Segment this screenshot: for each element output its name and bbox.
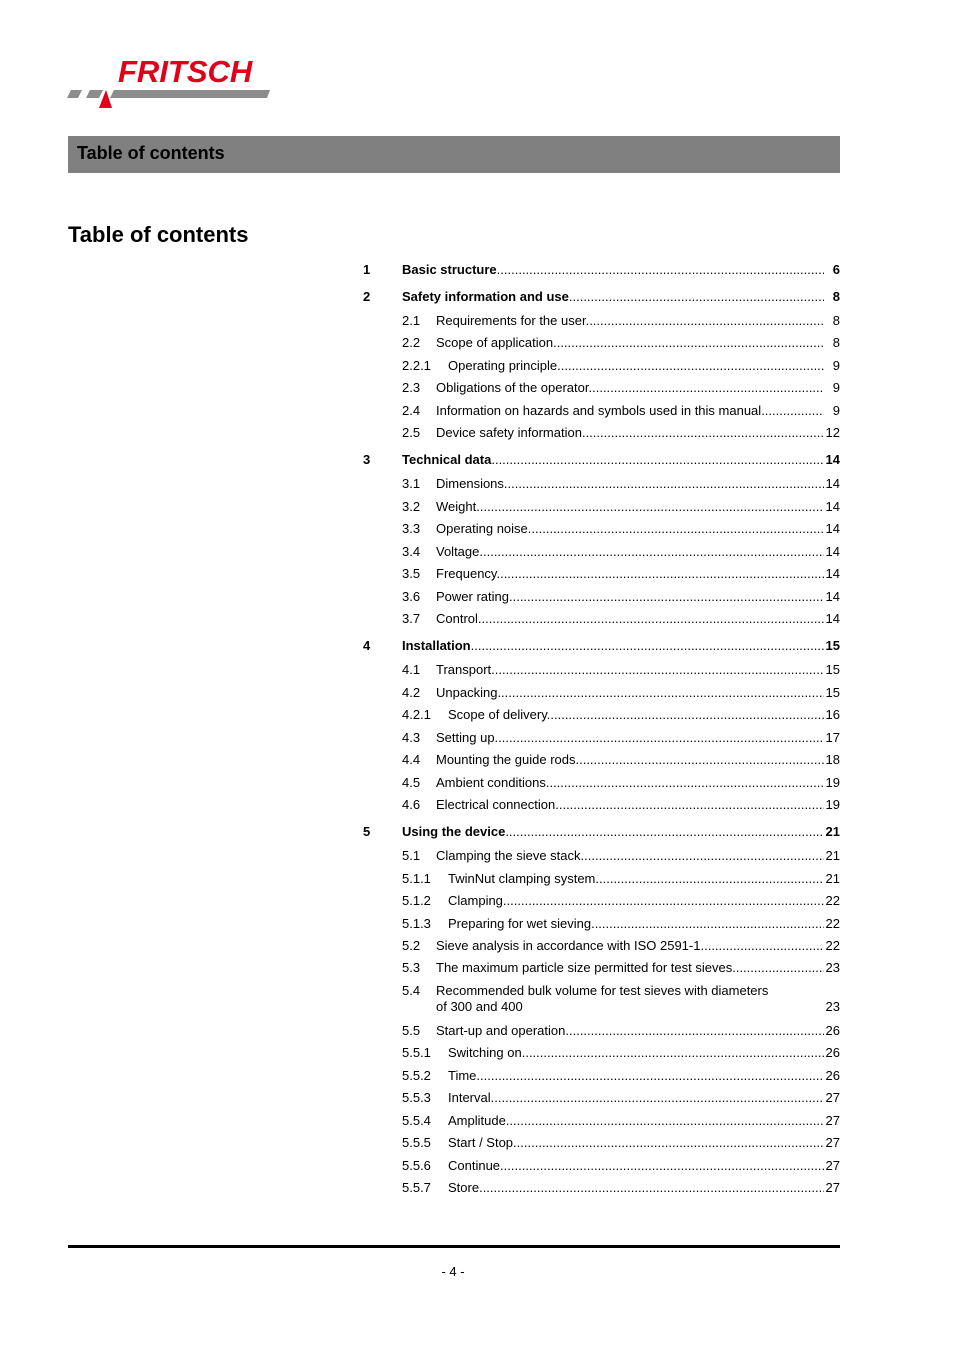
toc-entry-title: Scope of application [436,335,554,350]
toc-entry-number: 4 [363,638,371,653]
toc-entry-title: Control [436,611,478,626]
toc-entry-number: 3.4 [402,544,421,559]
toc-entry-title: Unpacking [436,685,498,700]
toc-entry-title: Voltage [436,544,480,559]
toc-entry-page: 12 [825,425,840,440]
toc-entry-page: 27 [825,1180,840,1195]
toc-entry-title: Clamping the sieve stack [436,848,581,863]
toc-entry-number: 5.5 [402,1023,421,1038]
table-of-contents [363,0,840,1240]
toc-entry-page: 14 [825,566,840,581]
toc-entry-title: Frequency [436,566,497,581]
toc-entry-number: 3 [363,452,371,467]
toc-entry-title: Transport [436,662,492,677]
toc-entry-page: 15 [825,685,840,700]
toc-entry-page: 21 [825,848,840,863]
toc-entry-title: Time [448,1068,477,1083]
toc-entry-page: 22 [825,916,840,931]
toc-entry-title: Requirements for the user [436,313,586,328]
toc-entry-title: Interval [448,1090,491,1105]
toc-entry-title: Technical data [402,452,492,467]
toc-entry-title: Operating principle [448,358,558,373]
toc-entry-title: Start-up and operation [436,1023,566,1038]
toc-entry-page: 22 [825,893,840,908]
toc-entry-page: 8 [832,289,840,304]
toc-entry-number: 5.5.2 [402,1068,431,1083]
toc-entry-page: 27 [825,1158,840,1173]
toc-entry-number: 5.5.7 [402,1180,431,1195]
toc-entry-number: 5.5.4 [402,1113,431,1128]
toc-entry-title: TwinNut clamping system [448,871,596,886]
toc-entry-title: Scope of delivery [448,707,547,722]
toc-entry-title: Switching on [448,1045,522,1060]
toc-entry-page: 14 [825,521,840,536]
toc-entry-number: 4.5 [402,775,421,790]
toc-entry-page: 14 [825,589,840,604]
toc-entry-number: 2.5 [402,425,421,440]
toc-entry-page: 14 [825,476,840,491]
toc-entry-title: Ambient conditions [436,775,546,790]
toc-entry-page: 9 [832,380,840,395]
toc-entry-number: 5.2 [402,938,421,953]
toc-entry-title: The maximum particle size permitted for test sieves [436,960,733,975]
toc-entry-number: 5.1.3 [402,916,431,931]
toc-entry-title: Start / Stop [448,1135,514,1150]
toc-entry-number: 3.3 [402,521,421,536]
toc-entry-number: 5.4 [402,983,421,998]
toc-entry-page: 27 [825,1090,840,1105]
footer-divider [68,1245,840,1248]
toc-entry-title: Using the device [402,824,506,839]
toc-entry-page: 19 [825,775,840,790]
toc-entry-title: Store [448,1180,480,1195]
fritsch-logo [66,52,286,114]
toc-entry-title: Weight [436,499,477,514]
toc-entry-number: 4.4 [402,752,421,767]
toc-entry-number: 2.3 [402,380,421,395]
toc-entry-title: Electrical connection [436,797,556,812]
toc-entry-page: 17 [825,730,840,745]
toc-entry-number: 5 [363,824,371,839]
toc-entry-number: 3.6 [402,589,421,604]
toc-entry-number: 3.1 [402,476,421,491]
page-number: - 4 - [441,1264,465,1279]
toc-entry-page: 8 [832,335,840,350]
toc-entry-number: 5.3 [402,960,421,975]
toc-entry-page: 14 [825,452,840,467]
toc-entry-number: 5.5.5 [402,1135,431,1150]
toc-entry-number: 4.3 [402,730,421,745]
section-header-title: Table of contents [77,143,225,163]
toc-entry-number: 2.1 [402,313,421,328]
toc-entry-page: 22 [825,938,840,953]
toc-entry-number: 5.5.3 [402,1090,431,1105]
toc-entry-number: 2.4 [402,403,421,418]
toc-entry-title: Preparing for wet sieving [448,916,592,931]
toc-entry-title: Basic structure [402,262,497,277]
toc-entry-number: 5.5.6 [402,1158,431,1173]
toc-entry-page: 26 [825,1023,840,1038]
toc-entry-number: 5.1.1 [402,871,431,886]
toc-entry-title: Continue [448,1158,501,1173]
toc-entry-page: 18 [825,752,840,767]
toc-entry-page: 21 [825,824,840,839]
toc-entry-page: 9 [832,358,840,373]
toc-entry-page: 27 [825,1113,840,1128]
toc-entry-number: 2.2 [402,335,421,350]
toc-entry-title: Recommended bulk volume for test sieves with diameters [436,983,769,998]
toc-entry-page: 27 [825,1135,840,1150]
toc-entry-title: Setting up [436,730,495,745]
toc-entry-page: 16 [825,707,840,722]
toc-entry-page: 9 [832,403,840,418]
toc-entry-number: 1 [363,262,371,277]
toc-entry-page: 26 [825,1068,840,1083]
toc-entry-title: Sieve analysis in accordance with ISO 2591-1 [436,938,701,953]
toc-entry-number: 4.2 [402,685,421,700]
toc-entry-page: 15 [825,662,840,677]
toc-entry-page: 6 [832,262,840,277]
toc-entry-page: 14 [825,611,840,626]
toc-entry-page: 19 [825,797,840,812]
toc-entry-title: Amplitude [448,1113,506,1128]
toc-entry-number: 2 [363,289,371,304]
toc-entry-page: 15 [825,638,840,653]
toc-entry-title: Device safety information [436,425,582,440]
toc-entry-page: 21 [825,871,840,886]
toc-entry-number: 3.2 [402,499,421,514]
page-title: Table of contents [68,222,249,247]
toc-entry-title: Operating noise [436,521,528,536]
toc-entry-number: 5.5.1 [402,1045,431,1060]
toc-entry-page: 14 [825,499,840,514]
toc-entry-title: Dimensions [436,476,504,491]
toc-entry-title-continued: of 300 and 400 [436,999,523,1014]
toc-entry-number: 4.1 [402,662,421,677]
toc-entry-title: Mounting the guide rods [436,752,576,767]
toc-entry-number: 3.5 [402,566,421,581]
logo-wordmark: FRITSCH [118,54,253,89]
toc-entry-title: Obligations of the operator [436,380,589,395]
toc-entry-page: 8 [832,313,840,328]
toc-entry-title: Clamping [448,893,503,908]
toc-entry-title: Power rating [436,589,509,604]
toc-entry-title: Safety information and use [402,289,569,304]
toc-entry-number: 4.6 [402,797,421,812]
toc-entry-page: 23 [825,960,840,975]
toc-entry-page: 23 [825,999,840,1014]
toc-entry-number: 4.2.1 [402,707,431,722]
toc-entry-number: 3.7 [402,611,421,626]
toc-entry-number: 5.1 [402,848,421,863]
toc-entry-number: 5.1.2 [402,893,431,908]
toc-entry-page: 14 [825,544,840,559]
toc-entry-title: Information on hazards and symbols used in this manual [436,403,762,418]
toc-entry-title: Installation [402,638,471,653]
toc-entry-page: 26 [825,1045,840,1060]
toc-entry-number: 2.2.1 [402,358,431,373]
